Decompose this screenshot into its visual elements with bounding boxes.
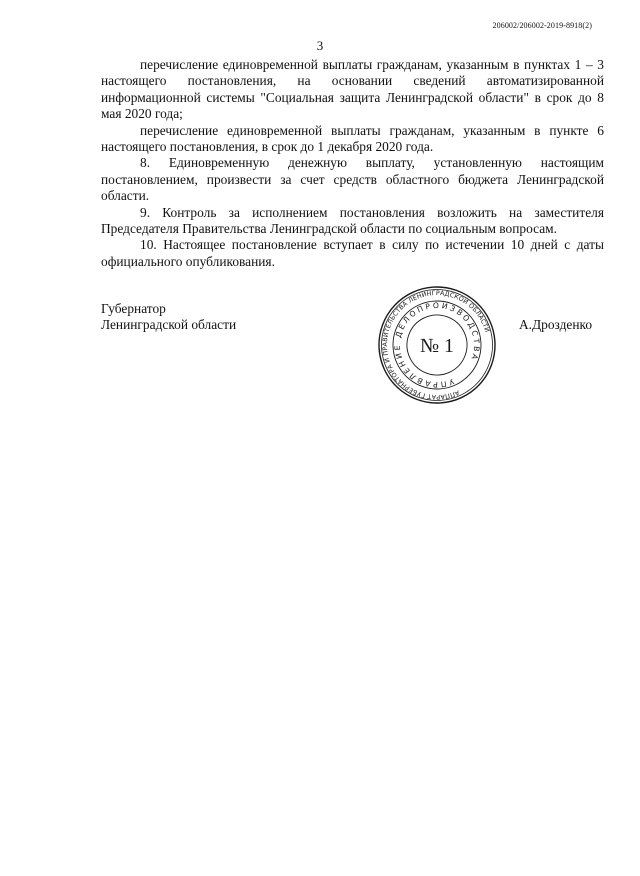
signer-name: А.Дрозденко [519, 317, 593, 332]
paragraph: перечисление единовременной выплаты гражданам, указанным в пунктах 1 – 3 настоящего постановления, на основании сведений автоматизированной информационной системы "Социальная защита Ленинградской области" в срок до 8 мая 2020 года; [101, 57, 604, 122]
stamp-number: № 1 [419, 335, 455, 357]
paragraph: 8. Единовременную денежную выплату, установленную настоящим постановлением, произвести за счет средств областного бюджета Ленинградской области. [101, 155, 604, 204]
page-number: 3 [316, 38, 324, 53]
signer-position [101, 301, 236, 334]
document-body [101, 57, 604, 270]
stamp-outer-text: АППАРАТ ГУБЕРНАТОРА И ПРАВИТЕЛЬСТВА ЛЕНИНГРАДСКОЙ ОБЛАСТИ [381, 289, 491, 401]
paragraph: перечисление единовременной выплаты гражданам, указанным в пункте 6 настоящего постановления, в срок до 1 декабря 2020 года. [101, 122, 604, 155]
stamp-inner-text: УПРАВЛЕНИЕ ДЕЛОПРОИЗВОДСТВА [392, 300, 482, 390]
signer-position-line: Ленинградской области [101, 317, 237, 333]
paragraph: 10. Настоящее постановление вступает в силу по истечении 10 дней с даты официального опубликования. [101, 237, 604, 269]
document-id: 206002/206002-2019-8918(2) [492, 21, 592, 30]
paragraph: 9. Контроль за исполнением постановления возложить на заместителя Председателя Правительства Ленинградской области по социальным вопросам. [101, 204, 604, 237]
official-stamp [377, 285, 497, 405]
signer-position-line: Губернатор [101, 301, 166, 316]
